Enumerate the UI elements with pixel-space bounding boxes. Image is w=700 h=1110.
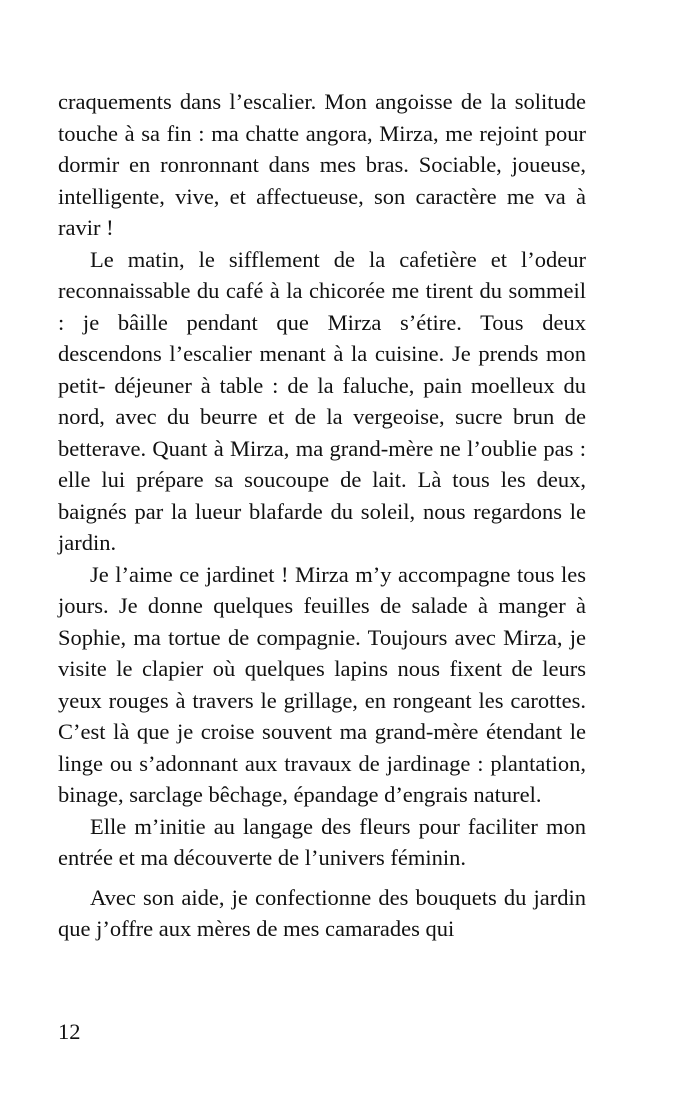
page-number: 12	[58, 1019, 81, 1044]
paragraph-2: Le matin, le sifflement de la cafetière et l’odeur reconnaissable du café à la chicorée me tirent du sommeil : je bâille pendant que Mirza s’étire. Tous deux descendons l’escalier menant à la cuisine. Je prends mon petit- déjeuner à table : de la faluche, pain moelleux du nord, avec du beurre et de la vergeoise, sucre brun de betterave. Quant à Mirza, ma grand-mère ne l’oublie pas : elle lui prépare sa soucoupe de lait. Là tous les deux, baignés par la lueur blafarde du soleil, nous regardons le jardin.	[58, 246, 586, 555]
paragraph-1: craquements dans l’escalier. Mon angoisse de la solitude touche à sa fin : ma chatte angora, Mirza, me rejoint pour dormir en ronronnant dans mes bras. Sociable, joueuse, intelligente, vive, et affectueuse, son caractère me va à ravir !	[58, 89, 586, 240]
paragraph-4: Elle m’initie au langage des fleurs pour faciliter mon entrée et ma découverte de l’univers féminin.	[58, 813, 586, 870]
page-body	[58, 86, 586, 945]
paragraph-3: Je l’aime ce jardinet ! Mirza m’y accompagne tous les jours. Je donne quelques feuilles de salade à manger à Sophie, ma tortue de compagnie. Toujours avec Mirza, je visite le clapier où quelques lapins nous fixent de leurs yeux rouges à travers le grillage, en rongeant les carottes. C’est là que je croise souvent ma grand-mère étendant le linge ou s’adonnant aux travaux de jardinage : plantation, binage, sarclage bêchage, épandage d’engrais naturel.	[58, 561, 586, 807]
paragraph-5: Avec son aide, je confectionne des bouquets du jardin que j’offre aux mères de mes camarades qui	[58, 884, 586, 941]
